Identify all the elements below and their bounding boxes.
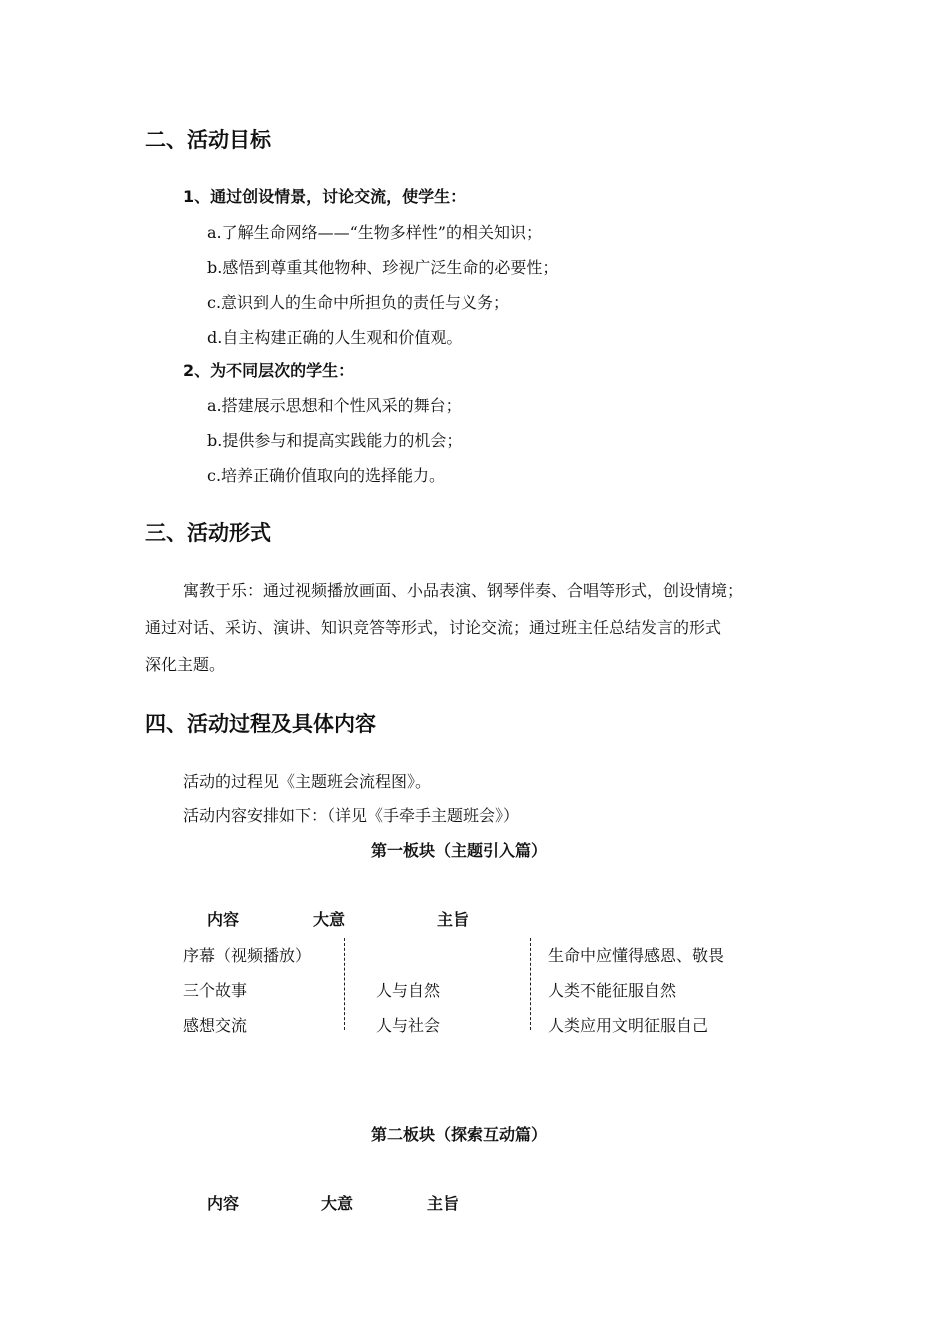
goal-2-item: b.提供参与和提高实践能力的机会； — [207, 431, 463, 450]
section-heading-goals: 二、活动目标 — [145, 128, 271, 152]
paragraph-line: 寓教于乐：通过视频播放画面、小品表演、钢琴伴奏、合唱等形式，创设情境； — [183, 581, 744, 600]
goal-2-item: c.培养正确价值取向的选择能力。 — [207, 466, 446, 485]
paragraph-line: 深化主题。 — [145, 655, 226, 674]
paragraph-line: 活动的过程见《主题班会流程图》。 — [183, 772, 432, 791]
column-header-theme: 主旨 — [437, 910, 470, 929]
block-2-title: 第二板块（探索互动篇） — [371, 1125, 548, 1144]
column-divider — [344, 938, 345, 1030]
paragraph-line: 活动内容安排如下：（详见《手牵手主题班会》） — [183, 806, 520, 825]
section-heading-process: 四、活动过程及具体内容 — [145, 712, 376, 736]
column-header-meaning: 大意 — [321, 1194, 354, 1213]
column-header-content: 内容 — [207, 1194, 240, 1213]
column-header-meaning: 大意 — [313, 910, 346, 929]
content-cell: 三个故事 — [183, 981, 248, 1000]
content-cell: 序幕（视频播放） — [183, 946, 312, 965]
goal-2-heading: 2、为不同层次的学生： — [183, 361, 355, 380]
theme-cell: 人类不能征服自然 — [548, 981, 677, 1000]
meaning-cell: 人与社会 — [376, 1016, 441, 1035]
content-cell: 感想交流 — [183, 1016, 248, 1035]
section-heading-format: 三、活动形式 — [145, 521, 271, 545]
column-header-content: 内容 — [207, 910, 240, 929]
goal-1-item: d.自主构建正确的人生观和价值观。 — [207, 328, 463, 347]
column-header-theme: 主旨 — [427, 1194, 460, 1213]
goal-2-item: a.搭建展示思想和个性风采的舞台； — [207, 396, 462, 415]
goal-1-item: b.感悟到尊重其他物种、珍视广泛生命的必要性； — [207, 258, 559, 277]
block-1-title: 第一板块（主题引入篇） — [371, 841, 548, 860]
theme-cell: 人类应用文明征服自己 — [548, 1016, 709, 1035]
paragraph-line: 通过对话、采访、演讲、知识竞答等形式，讨论交流；通过班主任总结发言的形式 — [145, 618, 722, 637]
column-divider — [530, 938, 531, 1030]
meaning-cell: 人与自然 — [376, 981, 441, 1000]
goal-1-heading: 1、通过创设情景，讨论交流，使学生： — [183, 187, 467, 206]
goal-1-item: c.意识到人的生命中所担负的责任与义务； — [207, 293, 510, 312]
theme-cell: 生命中应懂得感恩、敬畏 — [548, 946, 725, 965]
goal-1-item: a.了解生命网络——“生物多样性”的相关知识； — [207, 223, 542, 242]
